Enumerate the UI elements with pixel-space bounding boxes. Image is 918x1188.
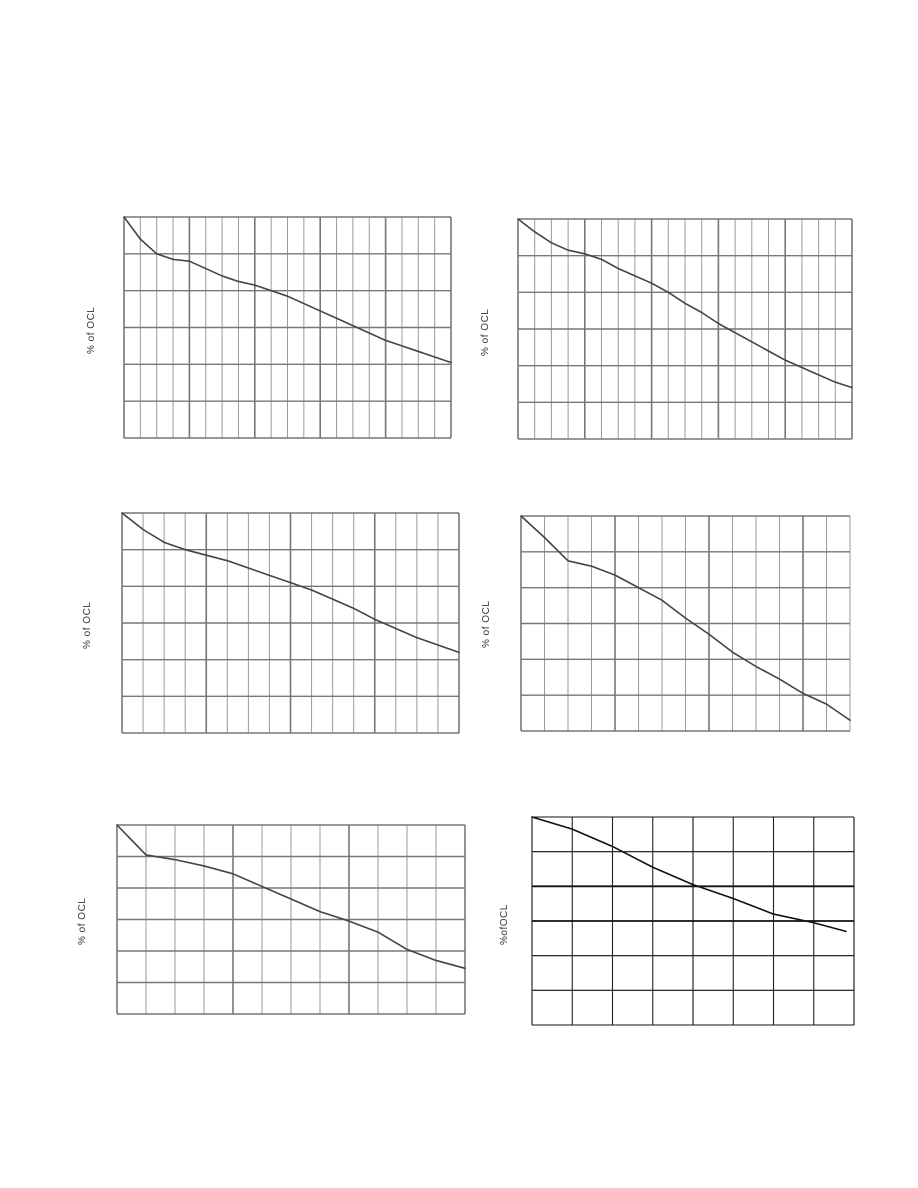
- line-chart: [124, 217, 451, 438]
- series-line: [532, 817, 846, 931]
- line-chart: [518, 219, 852, 439]
- y-axis-label: %ofOCL: [499, 904, 510, 945]
- line-chart: [532, 817, 854, 1025]
- line-chart: [122, 513, 459, 733]
- y-axis-label: % of OCL: [481, 600, 492, 648]
- y-axis-label: % of OCL: [86, 306, 97, 354]
- y-axis-label: % of OCL: [77, 897, 88, 945]
- line-chart: [117, 825, 465, 1014]
- y-axis-label: % of OCL: [480, 308, 491, 356]
- y-axis-label: % of OCL: [82, 601, 93, 649]
- line-chart: [521, 516, 850, 731]
